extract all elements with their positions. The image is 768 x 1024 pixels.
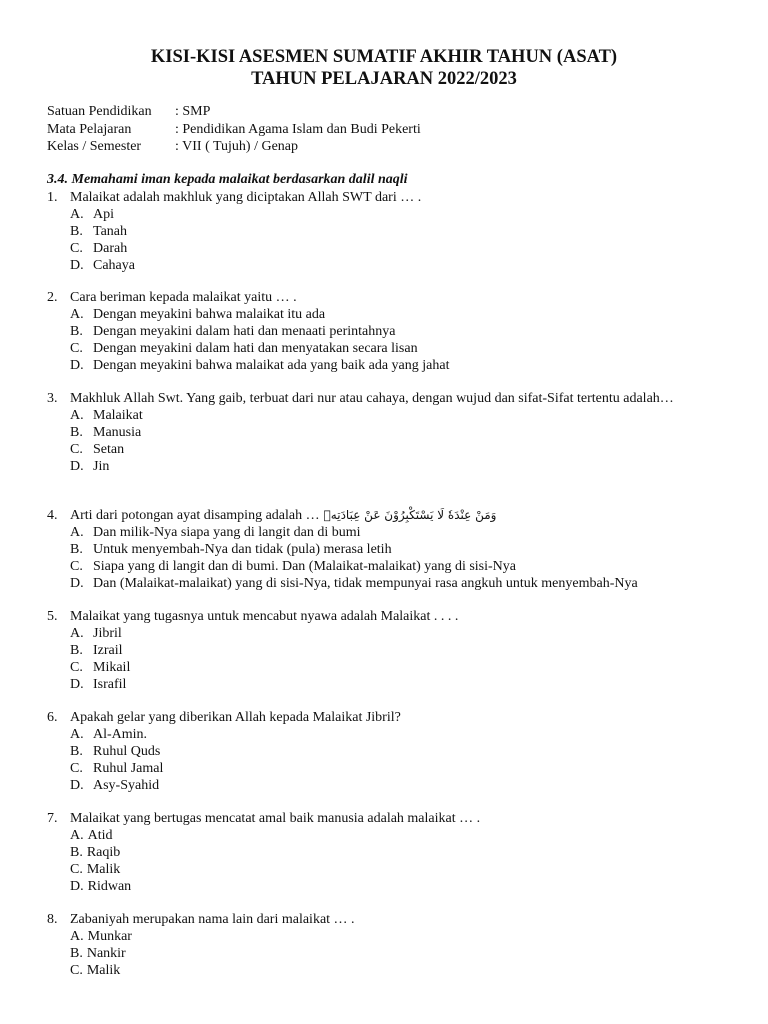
- option-letter: B.: [70, 224, 83, 239]
- option-letter: B.: [70, 845, 83, 860]
- option-a[interactable]: [47, 928, 721, 945]
- question-text: Makhluk Allah Swt. Yang gaib, terbuat dari nur atau cahaya, dengan wujud dan sifat-Sifat tertentu adalah…: [70, 391, 674, 406]
- meta-value: : Pendidikan Agama Islam dan Budi Pekerti: [175, 121, 421, 137]
- option-d[interactable]: [47, 676, 721, 693]
- option-letter: A.: [70, 408, 84, 423]
- option-text: Atid: [87, 828, 113, 843]
- option-letter: D.: [70, 677, 84, 692]
- option-text: Malik: [86, 862, 121, 877]
- option-letter: C.: [70, 660, 83, 675]
- option-c[interactable]: [47, 240, 721, 257]
- option-c[interactable]: [47, 441, 721, 458]
- option-c[interactable]: [47, 340, 721, 357]
- option-letter: B.: [70, 324, 83, 339]
- option-text: Munkar: [87, 929, 132, 944]
- question-5: [47, 608, 721, 693]
- option-b[interactable]: [47, 642, 721, 659]
- option-letter: C.: [70, 761, 83, 776]
- question-text: Zabaniyah merupakan nama lain dari malaikat … .: [70, 912, 355, 927]
- option-a[interactable]: [47, 625, 721, 642]
- option-letter: A.: [70, 525, 84, 540]
- question-text: Malaikat yang bertugas mencatat amal baik manusia adalah malaikat … .: [70, 811, 481, 826]
- option-b[interactable]: [47, 323, 721, 340]
- option-a[interactable]: [47, 306, 721, 323]
- option-a[interactable]: [47, 206, 721, 223]
- option-letter: C.: [70, 442, 83, 457]
- option-letter: C.: [70, 341, 83, 356]
- option-text: Malaikat: [93, 408, 143, 423]
- question-text: Cara beriman kepada malaikat yaitu … .: [70, 290, 297, 305]
- option-text: Nankir: [86, 946, 126, 961]
- option-b[interactable]: [47, 541, 721, 558]
- option-c[interactable]: [47, 962, 721, 979]
- question-text: Apakah gelar yang diberikan Allah kepada Malaikat Jibril?: [70, 710, 401, 725]
- question-number: 4.: [47, 508, 58, 523]
- question-number: 7.: [47, 811, 58, 826]
- meta-value: : VII ( Tujuh) / Genap: [175, 139, 299, 154]
- option-letter: D.: [70, 358, 84, 373]
- question-text: Arti dari potongan ayat disamping adalah …: [70, 508, 320, 523]
- option-d[interactable]: [47, 357, 721, 374]
- option-text: Tanah: [93, 224, 128, 239]
- meta-row-class-semester: [47, 138, 421, 156]
- option-c[interactable]: [47, 760, 721, 777]
- option-d[interactable]: [47, 575, 721, 592]
- option-text: Dengan meyakini bahwa malaikat ada yang baik ada yang jahat: [93, 358, 450, 373]
- option-text: Dan (Malaikat-malaikat) yang di sisi-Nya, tidak mempunyai rasa angkuh untuk menyembah-Nya: [93, 576, 638, 591]
- question-4: [47, 507, 721, 592]
- option-text: Ridwan: [87, 879, 132, 894]
- question-1: [47, 189, 721, 274]
- meta-row-school-level: [47, 103, 421, 121]
- option-c[interactable]: [47, 558, 721, 575]
- option-text: Asy-Syahid: [93, 778, 160, 793]
- option-text: Dengan meyakini dalam hati dan menaati perintahnya: [93, 324, 396, 339]
- option-text: Dengan meyakini dalam hati dan menyatakan secara lisan: [93, 341, 418, 356]
- question-number: 3.: [47, 391, 58, 406]
- option-letter: B.: [70, 946, 83, 961]
- option-d[interactable]: [47, 777, 721, 794]
- question-stem: [47, 911, 721, 928]
- question-text: Malaikat yang tugasnya untuk mencabut nyawa adalah Malaikat . . . .: [70, 609, 459, 624]
- option-text: Israfil: [93, 677, 127, 692]
- option-letter: A.: [70, 307, 84, 322]
- option-letter: A.: [70, 828, 84, 843]
- option-text: Untuk menyembah-Nya dan tidak (pula) merasa letih: [93, 542, 392, 557]
- option-d[interactable]: [47, 257, 721, 274]
- option-text: Ruhul Quds: [93, 744, 161, 759]
- option-letter: B.: [70, 744, 83, 759]
- document-subtitle: TAHUN PELAJARAN 2022/2023: [251, 69, 517, 89]
- option-letter: A.: [70, 929, 84, 944]
- option-letter: B.: [70, 542, 83, 557]
- section-heading: 3.4. Memahami iman kepada malaikat berdasarkan dalil naqli: [47, 172, 408, 187]
- meta-value: : SMP: [175, 104, 211, 119]
- meta-row-subject: [47, 121, 421, 139]
- option-d[interactable]: [47, 878, 721, 895]
- option-letter: A.: [70, 626, 84, 641]
- option-letter: A.: [70, 727, 84, 742]
- arabic-verse: وَمَنْ عِنْدَهٗ لَا يَسْتَكْبِرُوْنَ عَنْ عِبَادَتِهٖ: [323, 508, 497, 522]
- option-text: Jibril: [93, 626, 122, 641]
- option-letter: C.: [70, 862, 83, 877]
- option-letter: D.: [70, 459, 84, 474]
- option-text: Izrail: [93, 643, 123, 658]
- option-b[interactable]: [47, 424, 721, 441]
- question-stem: [47, 189, 721, 206]
- question-6: [47, 709, 721, 794]
- option-text: Manusia: [93, 425, 142, 440]
- meta-label: Satuan Pendidikan: [47, 104, 152, 119]
- question-stem: [47, 289, 721, 306]
- option-letter: D.: [70, 258, 84, 273]
- question-number: 6.: [47, 710, 58, 725]
- question-number: 5.: [47, 609, 58, 624]
- option-letter: D.: [70, 778, 84, 793]
- option-letter: A.: [70, 207, 84, 222]
- option-text: Dan milik-Nya siapa yang di langit dan di bumi: [93, 525, 361, 540]
- question-7: [47, 810, 721, 895]
- option-b[interactable]: [47, 945, 721, 962]
- question-stem: [47, 709, 721, 726]
- option-text: Cahaya: [93, 258, 135, 273]
- option-text: Setan: [93, 442, 125, 457]
- option-text: Malik: [86, 963, 121, 978]
- option-a[interactable]: [47, 407, 721, 424]
- option-letter: C.: [70, 559, 83, 574]
- option-letter: B.: [70, 425, 83, 440]
- option-text: Ruhul Jamal: [93, 761, 164, 776]
- meta-label: Mata Pelajaran: [47, 121, 132, 137]
- question-number: 2.: [47, 290, 58, 305]
- question-2: [47, 289, 721, 374]
- document-title: KISI-KISI ASESMEN SUMATIF AKHIR TAHUN (ASAT): [150, 47, 618, 67]
- option-text: Mikail: [93, 660, 131, 675]
- option-a[interactable]: [47, 524, 721, 541]
- question-8: [47, 911, 721, 979]
- question-stem: [47, 810, 721, 827]
- option-a[interactable]: [47, 827, 721, 844]
- option-letter: C.: [70, 963, 83, 978]
- option-letter: B.: [70, 643, 83, 658]
- option-letter: D.: [70, 879, 84, 894]
- option-text: Jin: [93, 459, 110, 474]
- question-number: 8.: [47, 912, 58, 927]
- option-b[interactable]: [47, 743, 721, 760]
- option-letter: C.: [70, 241, 83, 256]
- meta-label: Kelas / Semester: [47, 139, 142, 154]
- option-text: Dengan meyakini bahwa malaikat itu ada: [93, 307, 326, 322]
- option-text: Al-Amin.: [93, 727, 148, 742]
- question-3: [47, 390, 721, 475]
- option-c[interactable]: [47, 861, 721, 878]
- option-a[interactable]: [47, 726, 721, 743]
- option-c[interactable]: [47, 659, 721, 676]
- option-text: Raqib: [86, 845, 121, 860]
- option-letter: D.: [70, 576, 84, 591]
- option-d[interactable]: [47, 458, 721, 475]
- question-stem: [47, 390, 721, 407]
- question-number: 1.: [47, 190, 58, 205]
- question-text: Malaikat adalah makhluk yang diciptakan Allah SWT dari … .: [70, 190, 422, 205]
- option-text: Siapa yang di langit dan di bumi. Dan (Malaikat-malaikat) yang di sisi-Nya: [93, 559, 517, 574]
- question-stem: [47, 507, 721, 524]
- document-meta: [47, 103, 421, 156]
- option-b[interactable]: [47, 223, 721, 240]
- question-stem: [47, 608, 721, 625]
- option-text: Api: [93, 207, 114, 222]
- option-b[interactable]: [47, 844, 721, 861]
- option-text: Darah: [93, 241, 128, 256]
